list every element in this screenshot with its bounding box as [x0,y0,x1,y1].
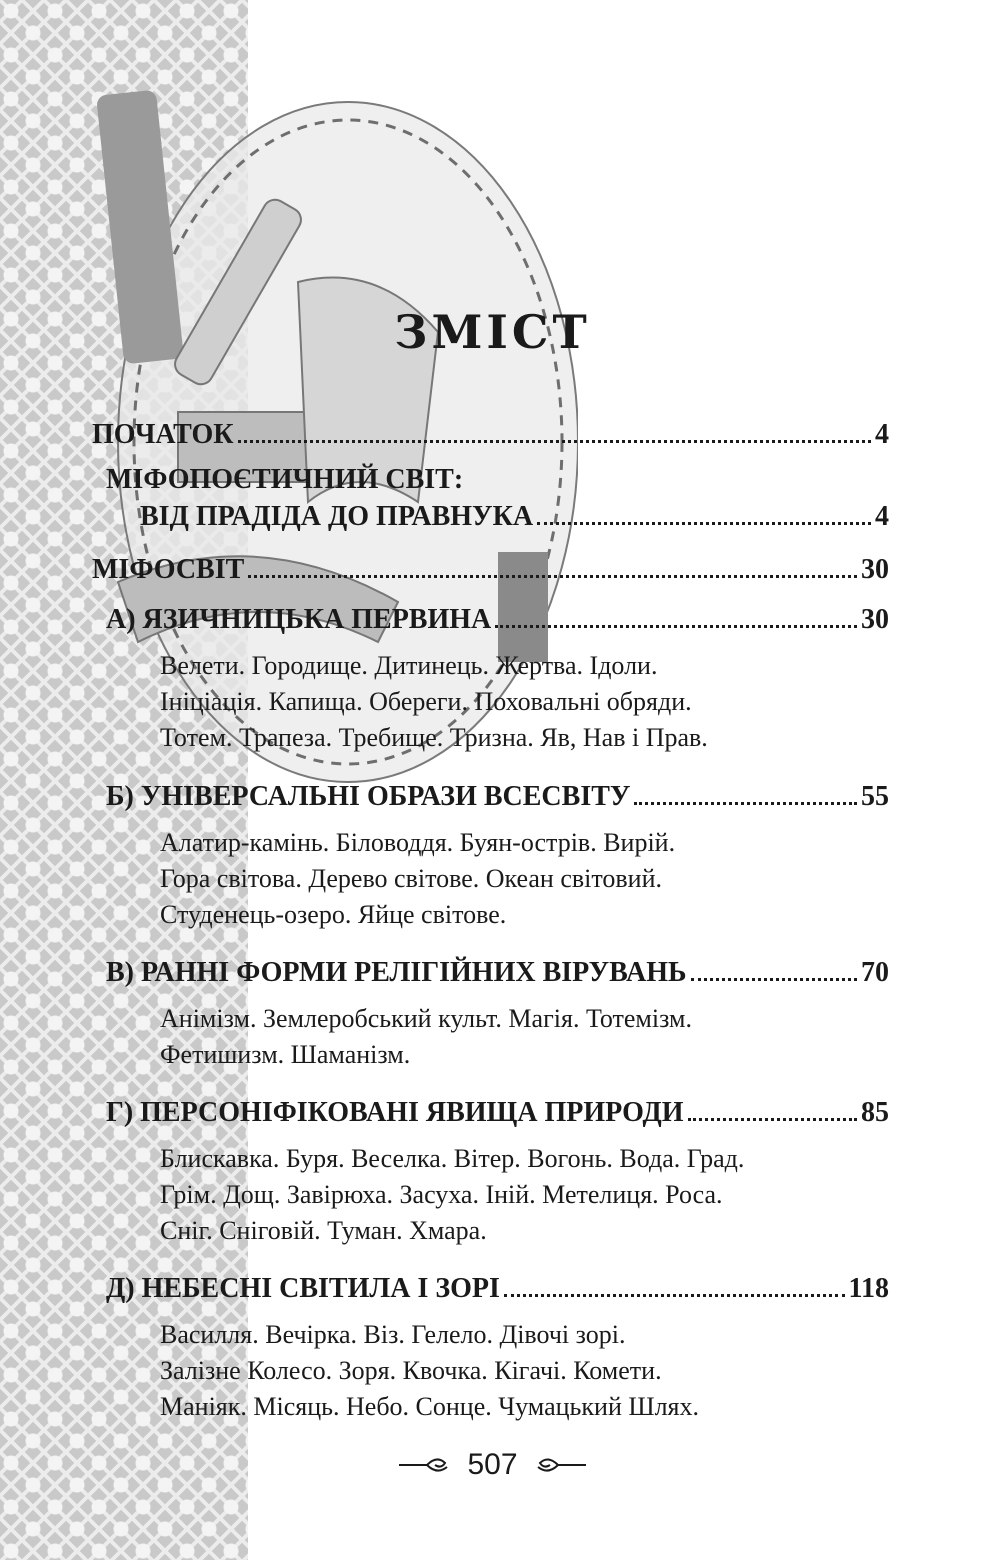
topics-line: Грім. Дощ. Завірюха. Засуха. Іній. Метелиця. Роса. [160,1180,723,1209]
topics-line: Маніяк. Місяць. Небо. Сонце. Чумацький Шлях. [160,1392,700,1421]
toc-entry-label: ВІД ПРАДІДА ДО ПРАВНУКА [140,501,534,532]
toc-leader-dots [238,440,871,443]
toc-section-topics [160,1001,860,1073]
topics-line: Василля. Вечірка. Віз. Гелело. Дівочі зорі. [160,1320,626,1349]
toc-section[interactable] [106,1096,889,1130]
right-swirl-ornament-icon [532,1453,588,1477]
toc-entry-label: МІФОСВІТ [92,554,245,585]
toc-section-page: 118 [848,1273,889,1304]
page-footer [0,1448,985,1482]
toc-entry-label-line1: МІФОПОЄТИЧНИЙ СВІТ: [106,464,464,495]
topics-line: Студенець-озеро. Яйце світове. [160,900,507,929]
toc-leader-dots [691,978,857,981]
topics-line: Залізне Колесо. Зоря. Квочка. Кігачі. Комети. [160,1356,662,1385]
topics-line: Анімізм. Землеробський культ. Магія. Тотемізм. [160,1004,692,1033]
toc-leader-dots [537,522,871,525]
toc-section-label: Г) ПЕРСОНІФІКОВАНІ ЯВИЩА ПРИРОДИ [106,1097,684,1128]
toc-section[interactable] [106,1272,889,1306]
page-number: 507 [467,1448,518,1481]
page-title: ЗМІСТ [394,305,591,359]
toc-entry-page: 4 [875,501,889,532]
toc-entry[interactable] [92,553,889,587]
topics-line: Велети. Городище. Дитинець. Жертва. Ідоли. [160,651,658,680]
toc-entry-page: 4 [875,419,889,450]
toc-entry-page: 30 [861,554,889,585]
toc-section-topics [160,1141,860,1249]
toc-leader-dots [634,802,857,805]
toc-section-label: А) ЯЗИЧНИЦЬКА ПЕРВИНА [106,604,492,635]
toc-leader-dots [688,1118,857,1121]
toc-section-label: Д) НЕБЕСНІ СВІТИЛА І ЗОРІ [106,1273,500,1304]
topics-line: Сніг. Сніговій. Туман. Хмара. [160,1216,487,1245]
topics-line: Блискавка. Буря. Веселка. Вітер. Вогонь. Вода. Град. [160,1144,745,1173]
toc-section[interactable] [106,956,889,990]
toc-entry[interactable] [92,418,889,452]
toc-section[interactable] [106,780,889,814]
toc-section-label: Б) УНІВЕРСАЛЬНІ ОБРАЗИ ВСЕСВІТУ [106,781,631,812]
toc-section-page: 55 [861,781,889,812]
toc-section-label: В) РАННІ ФОРМИ РЕЛІГІЙНИХ ВІРУВАНЬ [106,957,687,988]
toc-section-topics [160,825,860,933]
toc-section-topics [160,648,860,756]
toc-leader-dots [504,1294,845,1297]
toc-entry[interactable] [140,500,889,534]
toc-entry-label: ПОЧАТОК [92,419,234,450]
toc-section-page: 70 [861,957,889,988]
toc-leader-dots [248,575,857,578]
toc-section-page: 30 [861,604,889,635]
topics-line: Гора світова. Дерево світове. Океан світовий. [160,864,663,893]
toc-section-page: 85 [861,1097,889,1128]
topics-line: Фетишизм. Шаманізм. [160,1040,411,1069]
topics-line: Ініціація. Капища. Обереги. Поховальні обряди. [160,687,692,716]
toc-leader-dots [495,625,857,628]
topics-line: Алатир-камінь. Біловоддя. Буян-острів. Вирій. [160,828,676,857]
left-swirl-ornament-icon [397,1453,453,1477]
toc-section[interactable] [106,603,889,637]
topics-line: Тотем. Трапеза. Требище. Тризна. Яв, Нав і Прав. [160,723,708,752]
toc-section-topics [160,1317,860,1425]
